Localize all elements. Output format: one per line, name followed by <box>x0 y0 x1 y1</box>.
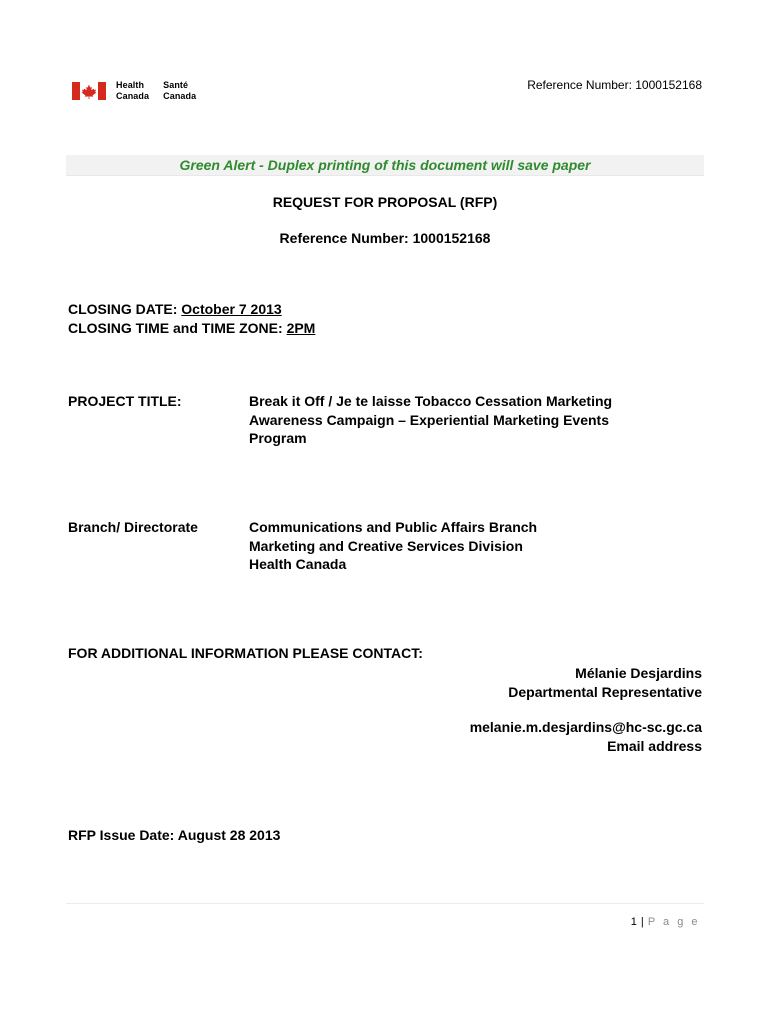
closing-date-value: October 7 2013 <box>181 301 282 317</box>
closing-date <box>68 300 315 319</box>
canada-flag-icon <box>72 82 106 100</box>
green-alert-banner: Green Alert - Duplex printing of this document will save paper <box>66 155 704 176</box>
project-title-line: Program <box>249 430 307 446</box>
branch-line: Communications and Public Affairs Branch <box>249 519 538 535</box>
closing-time-label: CLOSING TIME and TIME ZONE: <box>68 320 287 336</box>
contact-email: melanie.m.desjardins@hc-sc.gc.ca <box>469 719 702 735</box>
logo-text: Canada <box>163 91 197 101</box>
logo-english <box>116 80 149 102</box>
logo-text: Santé <box>163 80 189 90</box>
contact-person <box>508 664 702 701</box>
contact-name: Mélanie Desjardins <box>575 665 702 681</box>
page-number-value: 1 <box>630 916 638 928</box>
health-canada-logo <box>72 80 196 102</box>
page-number <box>631 916 700 928</box>
reference-number: Reference Number: 1000152168 <box>279 230 491 246</box>
logo-text: Canada <box>116 91 150 101</box>
project-title-value <box>249 392 689 448</box>
header-reference-number: Reference Number: 1000152168 <box>527 78 702 92</box>
branch-line: Marketing and Creative Services Division <box>249 537 523 554</box>
project-title-label: PROJECT TITLE: <box>68 393 182 409</box>
contact-email-block <box>470 718 702 755</box>
page-word: P a g e <box>647 916 700 928</box>
project-title-line: Awareness Campaign – Experiential Marketing Events <box>249 411 609 428</box>
document-title: REQUEST FOR PROPOSAL (RFP) <box>272 194 498 210</box>
closing-time-value: 2PM <box>286 320 316 336</box>
closing-time <box>68 319 315 338</box>
branch-value <box>249 518 689 574</box>
branch-label: Branch/ Directorate <box>68 519 198 535</box>
footer-divider <box>66 903 704 904</box>
logo-text: Health <box>116 80 145 90</box>
contact-role: Departmental Representative <box>508 683 702 700</box>
closing-info <box>68 300 315 338</box>
closing-date-label: CLOSING DATE: <box>68 301 182 317</box>
contact-heading: FOR ADDITIONAL INFORMATION PLEASE CONTACT: <box>68 645 423 661</box>
project-title-line: Break it Off / Je te laisse Tobacco Cessation Marketing <box>249 393 613 409</box>
rfp-issue-date: RFP Issue Date: August 28 2013 <box>68 827 281 843</box>
page-number-separator: | <box>640 916 645 928</box>
logo-french <box>163 80 196 102</box>
contact-email-label: Email address <box>607 737 702 754</box>
branch-line: Health Canada <box>249 556 347 572</box>
